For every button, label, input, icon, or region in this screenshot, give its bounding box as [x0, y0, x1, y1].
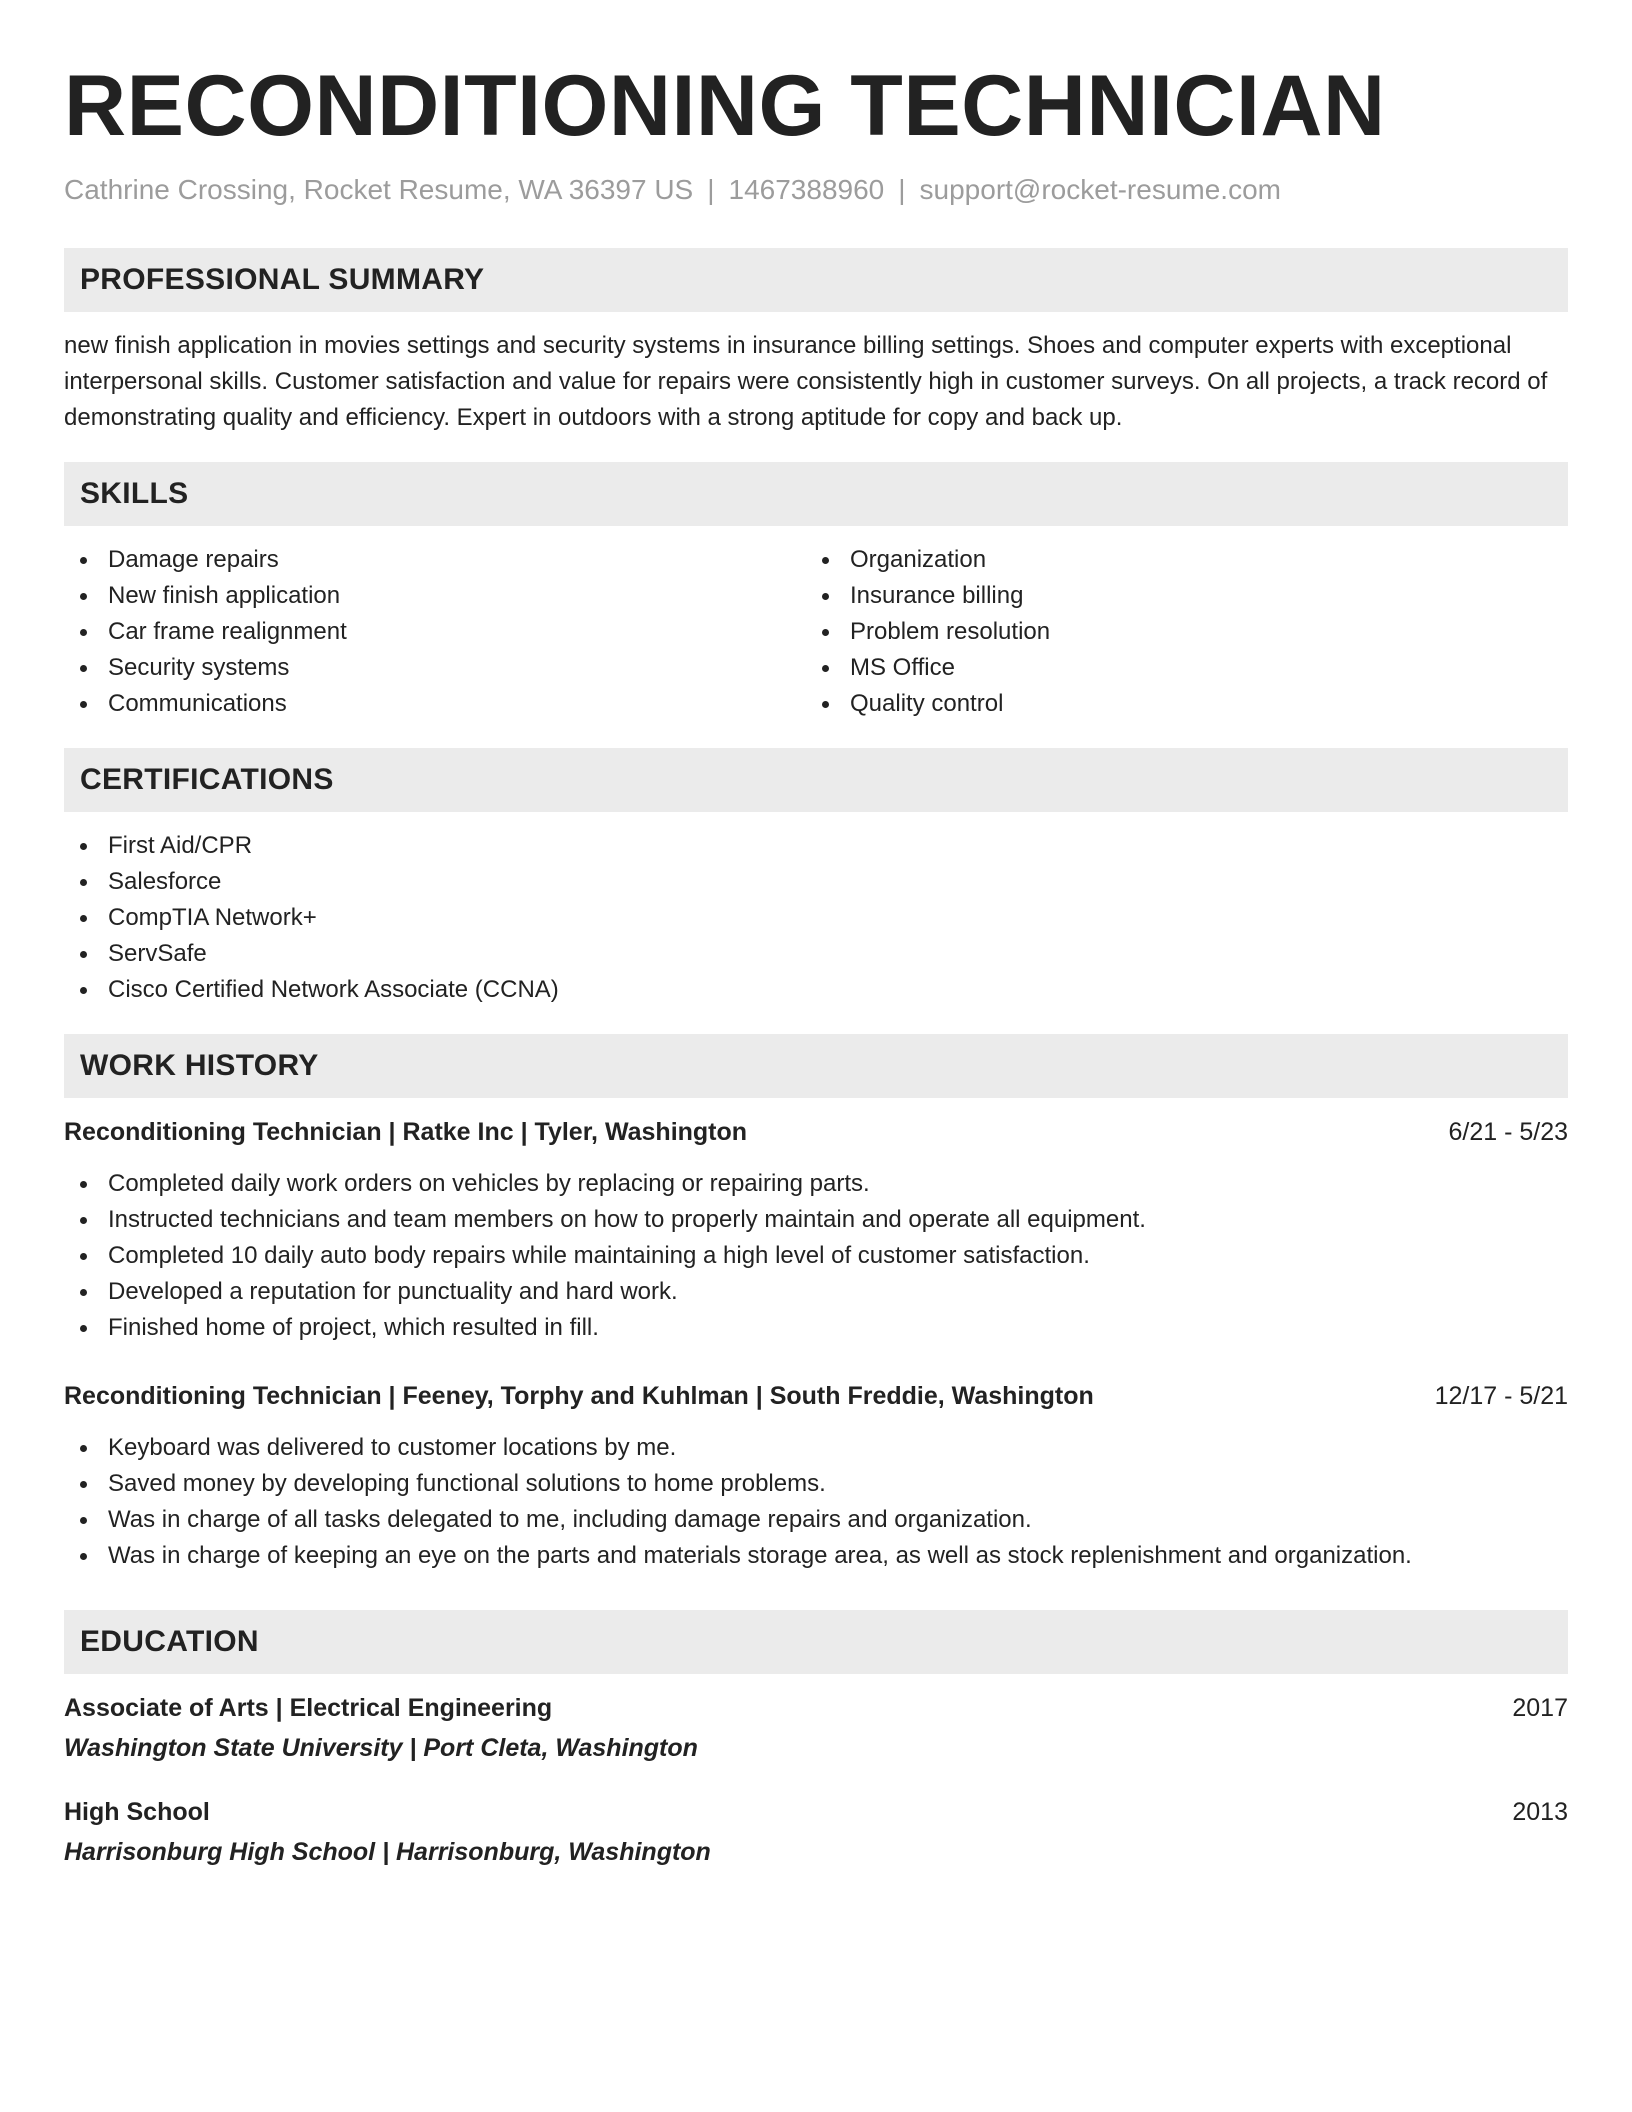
- education-header: [64, 1794, 1568, 1830]
- certification-item: Cisco Certified Network Associate (CCNA): [64, 972, 1568, 1008]
- certifications-list: [64, 828, 1568, 1008]
- education-year: 2017: [1512, 1694, 1568, 1722]
- skills-column-right: [806, 542, 1548, 722]
- job-title: Reconditioning Technician | Feeney, Torphy and Kuhlman | South Freddie, Washington: [64, 1382, 1094, 1410]
- job-dates: 12/17 - 5/21: [1434, 1382, 1568, 1410]
- job-bullet: Developed a reputation for punctuality and hard work.: [64, 1274, 1568, 1310]
- section-heading-skills: SKILLS: [64, 462, 1568, 526]
- skill-item: Car frame realignment: [64, 614, 806, 650]
- resume-name: RECONDITIONING TECHNICIAN: [64, 58, 1386, 154]
- skill-item: Insurance billing: [806, 578, 1548, 614]
- section-heading-work-history: WORK HISTORY: [64, 1034, 1568, 1098]
- job-bullets: [64, 1430, 1568, 1574]
- skill-item: Problem resolution: [806, 614, 1548, 650]
- summary-text: new finish application in movies settings and security systems in insurance billing settings. Shoes and computer experts with exceptional interpersonal skills. Customer satisfaction and value for repairs were consistently high in customer surveys. On all projects, a track record of demonstrating quality and efficiency. Expert in outdoors with a strong aptitude for copy and back up.: [64, 332, 1548, 431]
- contact-line: [64, 172, 1568, 208]
- job-bullet: Instructed technicians and team members on how to properly maintain and operate all equipment.: [64, 1202, 1568, 1238]
- certification-item: Salesforce: [64, 864, 1568, 900]
- job-header: [64, 1114, 1568, 1150]
- skill-item: Security systems: [64, 650, 806, 686]
- skill-item: Communications: [64, 686, 806, 722]
- education-header: [64, 1690, 1568, 1726]
- job-bullet: Was in charge of all tasks delegated to me, including damage repairs and organization.: [64, 1502, 1568, 1538]
- education-school: Washington State University | Port Cleta, Washington: [64, 1734, 698, 1762]
- job-title: Reconditioning Technician | Ratke Inc | Tyler, Washington: [64, 1118, 748, 1146]
- education-degree: Associate of Arts | Electrical Engineering: [64, 1694, 553, 1722]
- skills-list-left: [64, 542, 806, 722]
- education-year: 2013: [1512, 1798, 1568, 1826]
- job-dates: 6/21 - 5/23: [1448, 1118, 1568, 1146]
- job-bullet: Was in charge of keeping an eye on the parts and materials storage area, as well as stock replenishment and organization.: [64, 1538, 1568, 1574]
- job-entry: [64, 1114, 1568, 1346]
- contact-separator: |: [898, 174, 906, 205]
- certification-item: First Aid/CPR: [64, 828, 1568, 864]
- education-entry: [64, 1690, 1568, 1766]
- skill-item: Quality control: [806, 686, 1548, 722]
- skill-item: Organization: [806, 542, 1548, 578]
- skills-grid: [64, 542, 1568, 722]
- contact-address: Cathrine Crossing, Rocket Resume, WA 36397 US: [64, 174, 694, 205]
- job-header: [64, 1378, 1568, 1414]
- skill-item: MS Office: [806, 650, 1548, 686]
- job-bullet: Saved money by developing functional solutions to home problems.: [64, 1466, 1568, 1502]
- job-bullet: Finished home of project, which resulted in fill.: [64, 1310, 1568, 1346]
- certification-item: ServSafe: [64, 936, 1568, 972]
- contact-phone: 1467388960: [728, 174, 885, 205]
- section-heading-education: EDUCATION: [64, 1610, 1568, 1674]
- contact-separator: |: [707, 174, 715, 205]
- section-heading-summary: PROFESSIONAL SUMMARY: [64, 248, 1568, 312]
- skill-item: New finish application: [64, 578, 806, 614]
- education-degree: High School: [64, 1798, 210, 1826]
- skill-item: Damage repairs: [64, 542, 806, 578]
- job-bullet: Completed 10 daily auto body repairs while maintaining a high level of customer satisfaction.: [64, 1238, 1568, 1274]
- skills-column-left: [64, 542, 806, 722]
- section-heading-certifications: CERTIFICATIONS: [64, 748, 1568, 812]
- contact-email[interactable]: support@rocket-resume.com: [919, 174, 1281, 205]
- job-bullets: [64, 1166, 1568, 1346]
- education-school: Harrisonburg High School | Harrisonburg, Washington: [64, 1838, 711, 1866]
- education-entry: [64, 1794, 1568, 1870]
- certification-item: CompTIA Network+: [64, 900, 1568, 936]
- job-entry: [64, 1378, 1568, 1574]
- skills-list-right: [806, 542, 1548, 722]
- job-bullet: Keyboard was delivered to customer locations by me.: [64, 1430, 1568, 1466]
- job-bullet: Completed daily work orders on vehicles by replacing or repairing parts.: [64, 1166, 1568, 1202]
